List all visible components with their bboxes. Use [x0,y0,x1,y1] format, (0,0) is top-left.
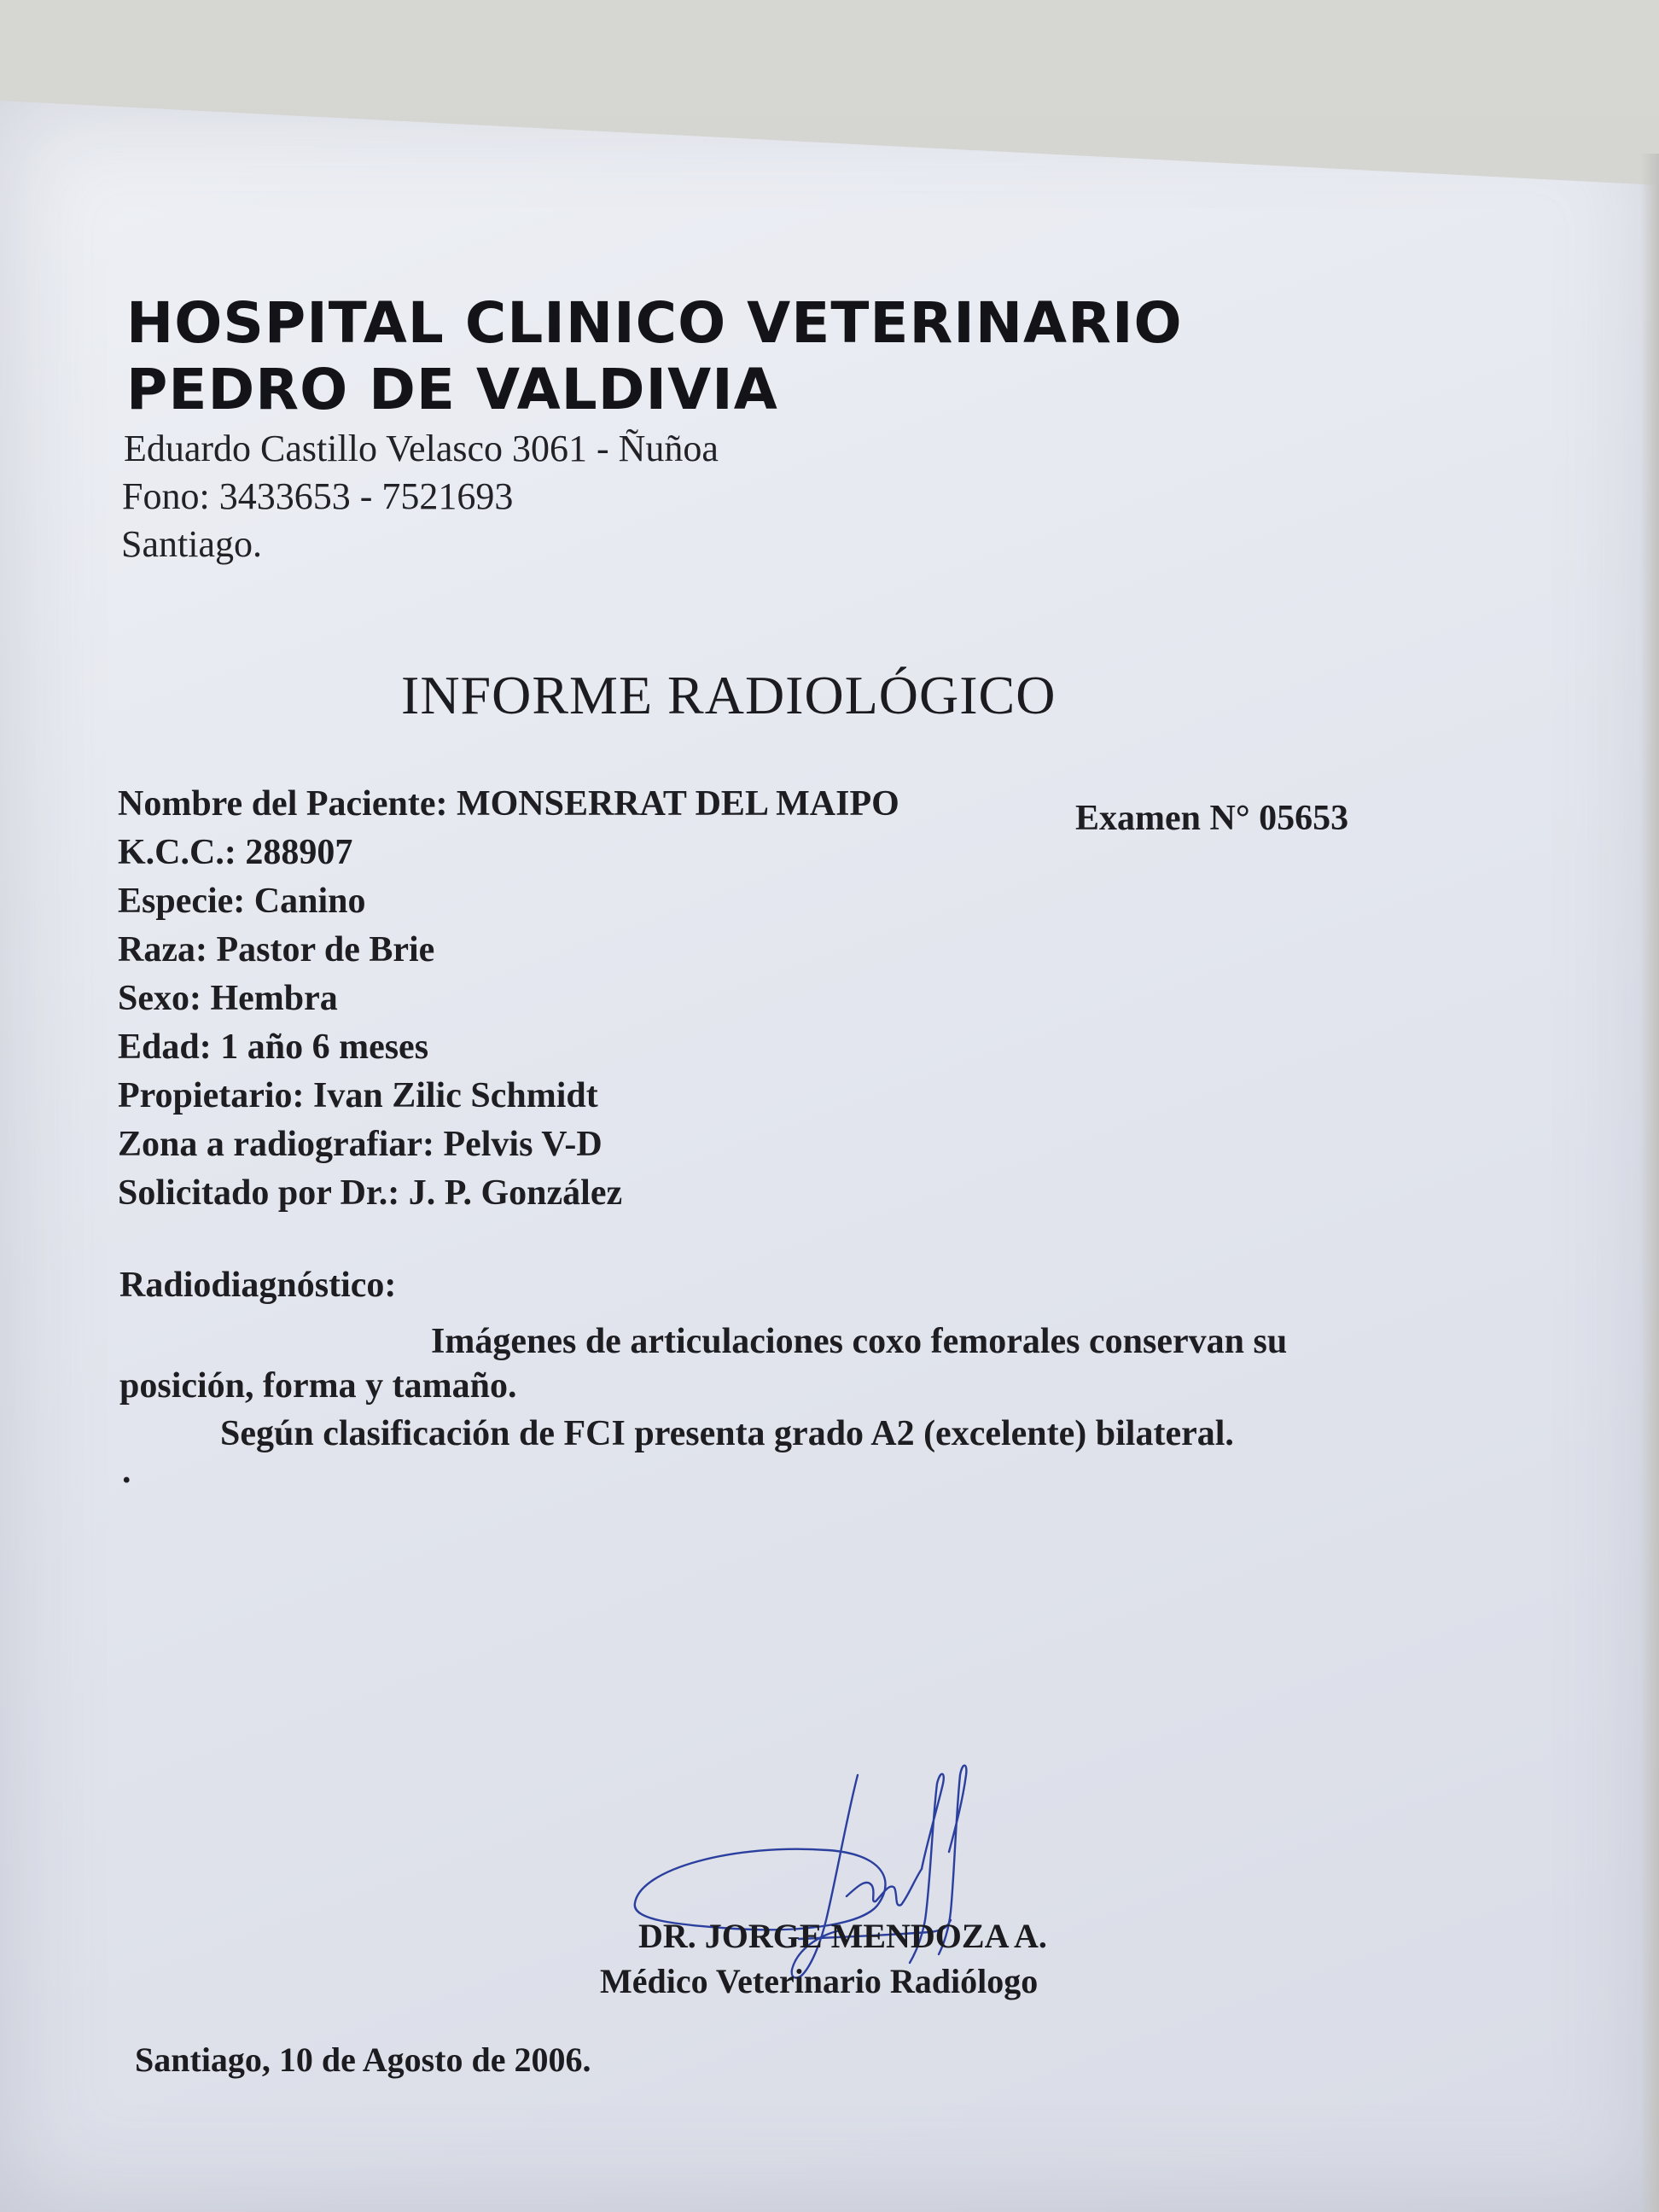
exam-number-row [1075,798,1348,839]
exam-number-value: 05653 [1259,799,1349,838]
species-value: Canino [253,882,366,921]
exam-number-label: Examen N° [1075,799,1250,838]
requested-by-row [118,1173,622,1214]
report-title: INFORME RADIOLÓGICO [401,665,1057,725]
stray-mark: . [122,1452,131,1491]
diagnosis-line-3: Según clasificación de FCI presenta grado A2 (excelente) bilateral. [220,1414,1234,1453]
age-value: 1 año 6 meses [220,1027,429,1067]
signer-title: Médico Veterinario Radiólogo [600,1962,1039,2000]
sex-label: Sexo: [118,979,201,1018]
owner-label: Propietario: [118,1076,305,1115]
sex-value: Hembra [210,979,338,1018]
hospital-name-line2: PEDRO DE VALDIVIA [126,357,778,422]
hospital-city: Santiago. [121,523,262,565]
patient-name-row [118,783,899,824]
hospital-address: Eduardo Castillo Velasco 3061 - Ñuñoa [124,428,719,469]
patient-name-value: MONSERRAT DEL MAIPO [456,784,899,824]
species-row [118,881,366,922]
species-label: Especie: [118,882,246,921]
age-label: Edad: [118,1027,212,1067]
kcc-row [118,832,352,873]
sex-row [118,978,338,1019]
requested-by-value: J. P. González [408,1173,623,1213]
diagnosis-line-2: posición, forma y tamaño. [119,1366,517,1406]
kcc-label: K.C.C.: [118,833,236,872]
kcc-value: 288907 [245,833,353,872]
patient-name-label: Nombre del Paciente: [118,784,448,824]
signer-name: DR. JORGE MENDOZA A. [638,1917,1047,1955]
breed-value: Pastor de Brie [216,930,435,969]
paper-edge [1640,154,1659,2212]
breed-label: Raza: [118,930,207,969]
diagnosis-line-1: Imágenes de articulaciones coxo femorales conservan su [431,1322,1288,1361]
requested-by-label: Solicitado por Dr.: [118,1173,400,1213]
owner-value: Ivan Zilic Schmidt [313,1076,598,1115]
report-date: Santiago, 10 de Agosto de 2006. [135,2040,591,2079]
hospital-name-line1: HOSPITAL CLINICO VETERINARIO [126,290,1183,356]
age-row [118,1027,428,1068]
breed-row [118,929,434,970]
owner-row [118,1075,598,1116]
zone-value: Pelvis V-D [443,1125,602,1164]
zone-label: Zona a radiografiar: [118,1125,434,1164]
hospital-phone: Fono: 3433653 - 7521693 [122,475,514,517]
zone-row [118,1124,602,1165]
diagnosis-heading: Radiodiagnóstico: [119,1266,397,1305]
